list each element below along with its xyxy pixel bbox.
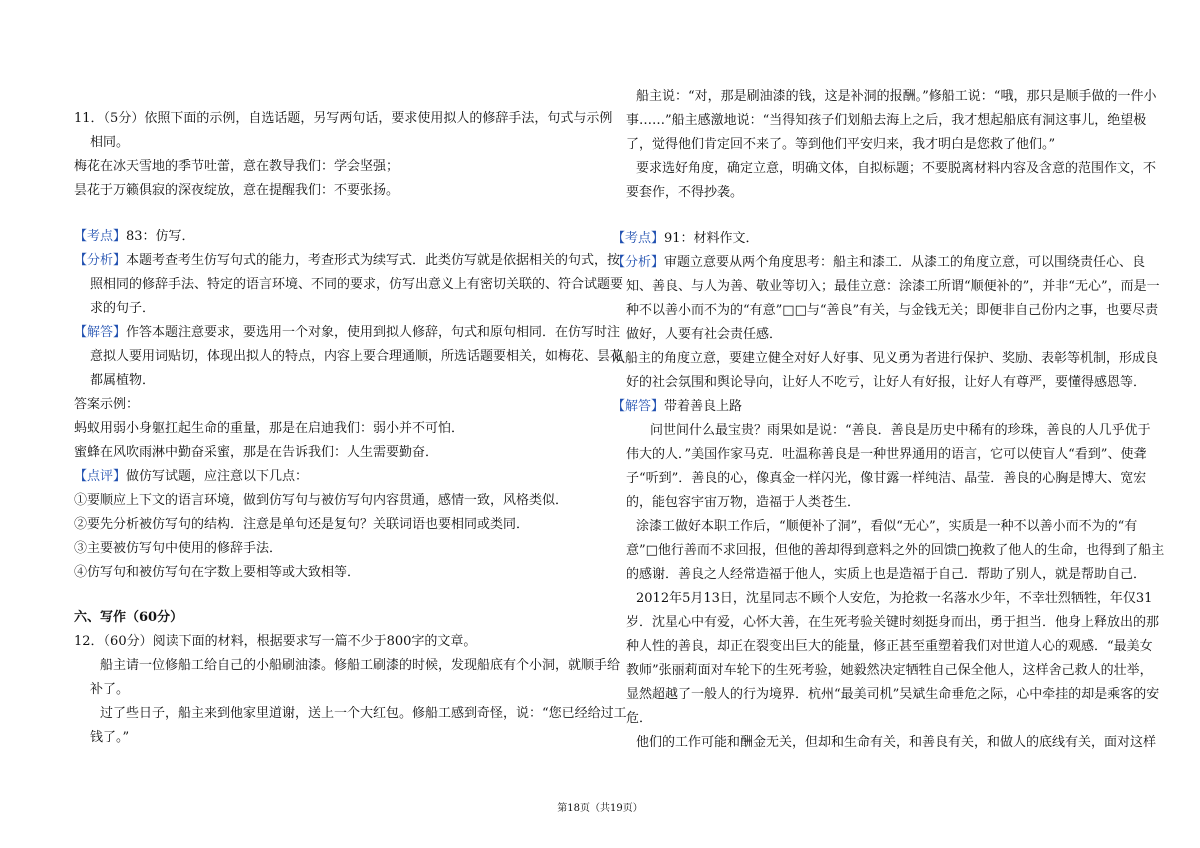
- line-text: 显然超越了一般人的行为境界．杭州“最美司机”吴斌生命垂危之际，心中牵挂的却是乘客的安: [626, 687, 1160, 702]
- line-text: 12．（60分）阅读下面的材料，根据要求写一篇不少于800字的文章。: [74, 634, 477, 649]
- left-text-line: [74, 445, 438, 461]
- line-text: 要套作，不得抄袭。: [626, 185, 744, 200]
- line-text: 涂漆工做好本职工作后，“顺便补了洞”，看似“无心”，实质是一种不以善小而不为的“有: [636, 519, 1138, 534]
- line-text: 子“听到”．善良的心，像真金一样闪光，像甘露一样纯洁、晶莹．善良的心胸是博大、宽宏: [626, 471, 1147, 486]
- right-text-line: [626, 113, 1146, 129]
- section-tag: 【考点】: [74, 229, 127, 244]
- line-text: 知、善良、与人为善、敬业等切入；最佳立意：涂漆工所谓“顺便补的”，并非“无心”，而是一: [626, 279, 1160, 294]
- right-text-line: [636, 735, 1156, 751]
- right-text-line: [626, 137, 1055, 153]
- line-text: 事……”船主感激地说：“当得知孩子们划船去海上之后，我才想起船底有洞这事儿，绝望极: [626, 113, 1147, 128]
- right-text-line: [626, 471, 1146, 487]
- line-text: 钱了。”: [90, 730, 130, 745]
- line-text: 补了。: [90, 682, 130, 697]
- left-text-line: [90, 135, 129, 151]
- line-text: 的感谢．善良之人经常造福于他人，实质上也是造福于自己．帮助了别人，就是帮助自己．: [626, 567, 1147, 582]
- right-text-line: [626, 185, 743, 201]
- line-text: 11．（5分）依照下面的示例，自选话题，另写两句话，要求使用拟人的修辞手法，句式与示例: [74, 111, 613, 126]
- left-text-line: [74, 253, 620, 269]
- line-text: 带着善良上路: [664, 399, 743, 414]
- right-text-line: [626, 567, 1146, 583]
- line-text: 船主请一位修船工给自己的小船刷油漆。修船工刷漆的时候，发现船底有个小洞，就顺手给: [100, 658, 621, 673]
- line-text: ②要先分析被仿写句的结构．注意是单句还是复句？关联词语也要相同或类同．: [74, 517, 530, 532]
- line-text: 过了些日子，船主来到他家里道谢，送上一个大红包。修船工感到奇怪，说：“您已经给过工: [100, 706, 627, 721]
- line-text: 好的社会氛围和舆论导向，让好人不吃亏，让好人有好报，让好人有尊严，要懂得感恩等．: [626, 375, 1147, 390]
- right-text-line: [626, 327, 782, 343]
- line-text: 意拟人要用词贴切，体现出拟人的特点，内容上要合理通顺，所选话题要相关，如梅花、昙花: [90, 349, 624, 364]
- right-text-line: [612, 255, 1145, 271]
- left-text-line: [74, 183, 399, 199]
- right-text-line: [626, 663, 1153, 679]
- section-tag: 【分析】: [74, 253, 127, 268]
- line-text: ④仿写句和被仿写句在字数上要相等或大致相等．: [74, 565, 361, 580]
- left-text-line: [90, 349, 623, 365]
- right-text-line: [626, 447, 1146, 463]
- right-text-line: [626, 687, 1159, 703]
- left-text-line: [90, 682, 129, 698]
- right-text-line: [612, 231, 759, 247]
- left-text-line: [90, 730, 129, 746]
- line-text: 岁．沈星心中有爱，心怀大善，在生死考验关键时刻挺身而出，勇于担当．他身上释放出的那: [626, 615, 1160, 630]
- left-text-line: [100, 706, 627, 722]
- line-text: 答案示例：: [74, 397, 140, 412]
- right-text-line: [636, 519, 1137, 535]
- right-text-line: [636, 161, 1156, 177]
- section-tag: 【分析】: [612, 255, 665, 270]
- line-text: 做仿写试题，应注意以下几点：: [126, 469, 309, 484]
- left-text-line: [74, 325, 620, 341]
- line-text: 六、写作（60分）: [74, 610, 184, 625]
- section-tag: 【解答】: [612, 399, 665, 414]
- right-text-line: [612, 399, 742, 415]
- left-text-line: [74, 541, 282, 557]
- line-text: 要求选好角度，确定立意，明确文体，自拟标题；不要脱离材料内容及含意的范围作文，不: [636, 161, 1157, 176]
- left-text-line: [90, 277, 623, 293]
- left-text-line: [74, 111, 612, 127]
- line-text: 意”□他行善而不求回报，但他的善却得到意料之外的回馈□挽救了他人的生命，也得到了船主: [626, 543, 1165, 558]
- section-tag: 【考点】: [612, 231, 665, 246]
- line-text: 伟大的人．”美国作家马克．吐温称善良是一种世界通用的语言，它可以使盲人“看到”、使聋: [626, 447, 1147, 462]
- line-text: 做好，人要有社会责任感．: [626, 327, 783, 342]
- left-text-line: [74, 229, 195, 245]
- line-text: 2012年5月13日，沈星同志不顾个人安危，为抢救一名落水少年，不幸壮烈牺牲，年仅31: [636, 591, 1153, 606]
- line-text: 83：仿写．: [126, 229, 195, 244]
- left-text-line: [100, 658, 620, 674]
- line-text: 他们的工作可能和酬金无关，但却和生命有关，和善良有关，和做人的底线有关，面对这样: [636, 735, 1157, 750]
- line-text: 船主说：“对，那是刷油漆的钱，这是补洞的报酬。”修船工说：“哦，那只是顺手做的一件小: [636, 89, 1157, 104]
- left-text-line: [90, 373, 155, 389]
- line-text: 的，能包容宇宙万物，造福于人类苍生．: [626, 495, 861, 510]
- line-text: 相同。: [90, 135, 130, 150]
- left-text-line: [74, 421, 464, 437]
- left-text-line: [90, 301, 155, 317]
- line-text: 教师”张丽莉面对车轮下的生死考验，她毅然决定牺牲自己保全他人，这样舍己救人的壮举，: [626, 663, 1153, 678]
- left-text-line: [74, 517, 529, 533]
- right-text-line: [626, 543, 1164, 559]
- page-footer: 第18页（共19页）: [557, 803, 643, 814]
- left-text-line: [74, 565, 360, 581]
- line-text: 照相同的修辞手法、特定的语言环境、不同的要求，仿写出意义上有密切关联的、符合试题要: [90, 277, 624, 292]
- right-text-line: [626, 615, 1159, 631]
- line-text: 作答本题注意要求，要选用一个对象，使用到拟人修辞，句式和原句相同．在仿写时注: [126, 325, 621, 340]
- line-text: 问世间什么最宝贵？雨果如是说：“善良．善良是历史中稀有的珍珠，善良的人几乎优于: [650, 423, 1151, 438]
- left-text-line: [74, 634, 476, 650]
- right-text-line: [636, 591, 1152, 607]
- line-text: 审题立意要从两个角度思考：船主和漆工．从漆工的角度立意，可以围绕责任心、良: [664, 255, 1146, 270]
- right-text-line: [636, 89, 1156, 105]
- line-text: ①要顺应上下文的语言环境，做到仿写句与被仿写句内容贯通，感情一致，风格类似．: [74, 493, 569, 508]
- left-text-line: [74, 469, 308, 485]
- line-text: 种不以善小而不为的“有意”□□与“善良”有关，与金钱无关；即便非自己份内之事，也要尽责: [626, 303, 1159, 318]
- left-text-line: [74, 397, 139, 413]
- left-text-line: [74, 610, 183, 626]
- left-text-line: [74, 159, 399, 175]
- right-text-line: [626, 375, 1146, 391]
- line-text: 蜜蜂在风吹雨淋中勤奋采蜜，那是在告诉我们：人生需要勤奋．: [74, 445, 439, 460]
- line-text: ③主要被仿写句中使用的修辞手法．: [74, 541, 283, 556]
- line-text: 91：材料作文．: [664, 231, 759, 246]
- section-tag: 【点评】: [74, 469, 127, 484]
- right-text-line: [626, 279, 1160, 295]
- line-text: 种人性的善良，却正在裂变出巨大的能量，修正甚至重塑着我们对世道人心的观感．“最美女: [626, 639, 1153, 654]
- line-text: 梅花在冰天雪地的季节吐蕾，意在教导我们：学会坚强；: [74, 159, 400, 174]
- right-text-line: [612, 351, 1158, 367]
- section-tag: 【解答】: [74, 325, 127, 340]
- line-text: 危．: [626, 711, 653, 726]
- right-text-line: [650, 423, 1151, 439]
- right-text-line: [626, 495, 860, 511]
- right-text-line: [626, 639, 1153, 655]
- right-text-line: [626, 711, 652, 727]
- line-text: 求的句子．: [90, 301, 156, 316]
- line-text: 了，觉得他们肯定回不来了。等到他们平安归来，我才明白是您救了他们。”: [626, 137, 1056, 152]
- line-text: 本题考查考生仿写句式的能力，考查形式为续写式．此类仿写就是依据相关的句式，按: [126, 253, 621, 268]
- line-text: 都属植物．: [90, 373, 156, 388]
- left-text-line: [74, 493, 568, 509]
- line-text: 从船主的角度立意，要建立健全对好人好事、见义勇为者进行保护、奖励、表彰等机制，形成良: [612, 351, 1159, 366]
- line-text: 蚂蚁用弱小身躯扛起生命的重量，那是在启迪我们：弱小并不可怕．: [74, 421, 465, 436]
- right-text-line: [626, 303, 1158, 319]
- line-text: 昙花于万籁俱寂的深夜绽放，意在提醒我们：不要张扬。: [74, 183, 400, 198]
